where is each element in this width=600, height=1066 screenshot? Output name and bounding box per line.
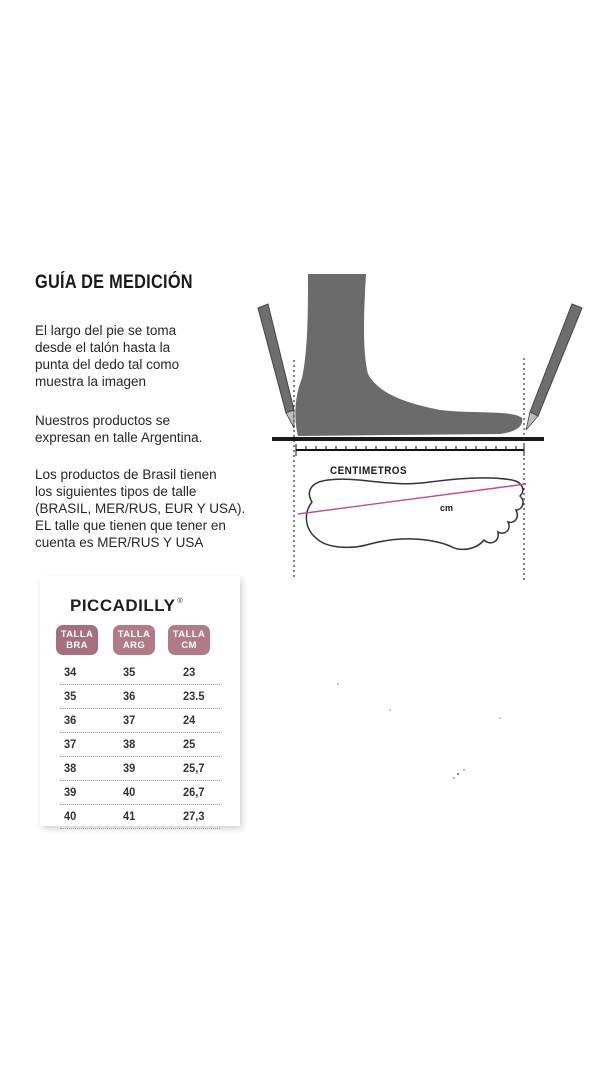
floor-line bbox=[272, 437, 544, 441]
foot-measurement-illustration bbox=[250, 270, 590, 590]
header-talla-cm bbox=[168, 625, 210, 655]
size-rows bbox=[60, 661, 220, 829]
registered-mark: ® bbox=[177, 598, 184, 605]
cell-cm: 26,7 bbox=[183, 785, 205, 799]
header-line: TALLA bbox=[117, 629, 151, 640]
foot-side-view bbox=[295, 274, 522, 436]
cell-arg: 37 bbox=[123, 713, 136, 727]
text-line: desde el talón hasta la bbox=[35, 340, 171, 355]
cell-bra: 39 bbox=[64, 785, 77, 799]
text-line: los siguientes tipos de talle bbox=[35, 484, 197, 499]
header-talla-bra bbox=[56, 625, 98, 655]
cell-bra: 34 bbox=[64, 665, 77, 679]
cell-arg: 36 bbox=[123, 689, 136, 703]
table-row bbox=[60, 733, 220, 757]
cell-bra: 36 bbox=[64, 713, 77, 727]
cell-arg: 40 bbox=[123, 785, 136, 799]
ruler-label: CENTIMETROS bbox=[330, 465, 408, 477]
pencil-right-icon bbox=[526, 304, 582, 430]
page-title: GUÍA DE MEDICIÓN bbox=[35, 272, 193, 293]
cell-bra: 37 bbox=[64, 737, 77, 751]
cell-arg: 39 bbox=[123, 761, 136, 775]
header-line: ARG bbox=[122, 640, 146, 651]
cell-cm: 27,3 bbox=[183, 809, 205, 823]
table-row bbox=[60, 757, 220, 781]
header-line: TALLA bbox=[172, 629, 206, 640]
cell-cm: 25 bbox=[183, 737, 196, 751]
length-label: cm bbox=[440, 503, 454, 513]
cell-bra: 40 bbox=[64, 809, 77, 823]
cell-arg: 38 bbox=[123, 737, 136, 751]
text-line: Los productos de Brasil tienen bbox=[35, 467, 217, 482]
text-line: (BRASIL, MER/RUS, EUR Y USA). bbox=[35, 501, 246, 516]
cell-bra: 38 bbox=[64, 761, 77, 775]
size-chart-card bbox=[40, 576, 240, 826]
text-line: muestra la imagen bbox=[35, 374, 147, 389]
cell-cm: 25,7 bbox=[183, 761, 205, 775]
instruction-brasil-sizes bbox=[35, 466, 245, 551]
background-specks bbox=[330, 670, 510, 790]
table-row bbox=[60, 685, 220, 709]
text-line: cuenta es MER/RUS Y USA bbox=[35, 535, 204, 550]
cell-cm: 23 bbox=[183, 665, 196, 679]
table-row bbox=[60, 661, 220, 685]
text-line: EL talle que tienen que tener en bbox=[35, 518, 226, 533]
header-talla-arg bbox=[113, 625, 155, 655]
brand-name: PICCADILLY bbox=[70, 596, 176, 615]
instruction-size-system bbox=[35, 412, 202, 446]
text-line: punta del dedo tal como bbox=[35, 357, 180, 372]
table-row bbox=[60, 709, 220, 733]
pencil-left-icon bbox=[258, 304, 294, 428]
table-row bbox=[60, 781, 220, 805]
text-line: El largo del pie se toma bbox=[35, 323, 177, 338]
cell-cm: 23.5 bbox=[183, 689, 205, 703]
table-row bbox=[60, 805, 220, 829]
cell-arg: 35 bbox=[123, 665, 136, 679]
header-line: CM bbox=[181, 640, 197, 651]
header-line: BRA bbox=[66, 640, 88, 651]
text-line: expresan en talle Argentina. bbox=[35, 430, 203, 445]
header-line: TALLA bbox=[60, 629, 94, 640]
instruction-length bbox=[35, 322, 179, 390]
brand-logo bbox=[70, 596, 183, 616]
text-line: Nuestros productos se bbox=[35, 413, 171, 428]
cell-arg: 41 bbox=[123, 809, 136, 823]
cell-cm: 24 bbox=[183, 713, 196, 727]
cell-bra: 35 bbox=[64, 689, 77, 703]
